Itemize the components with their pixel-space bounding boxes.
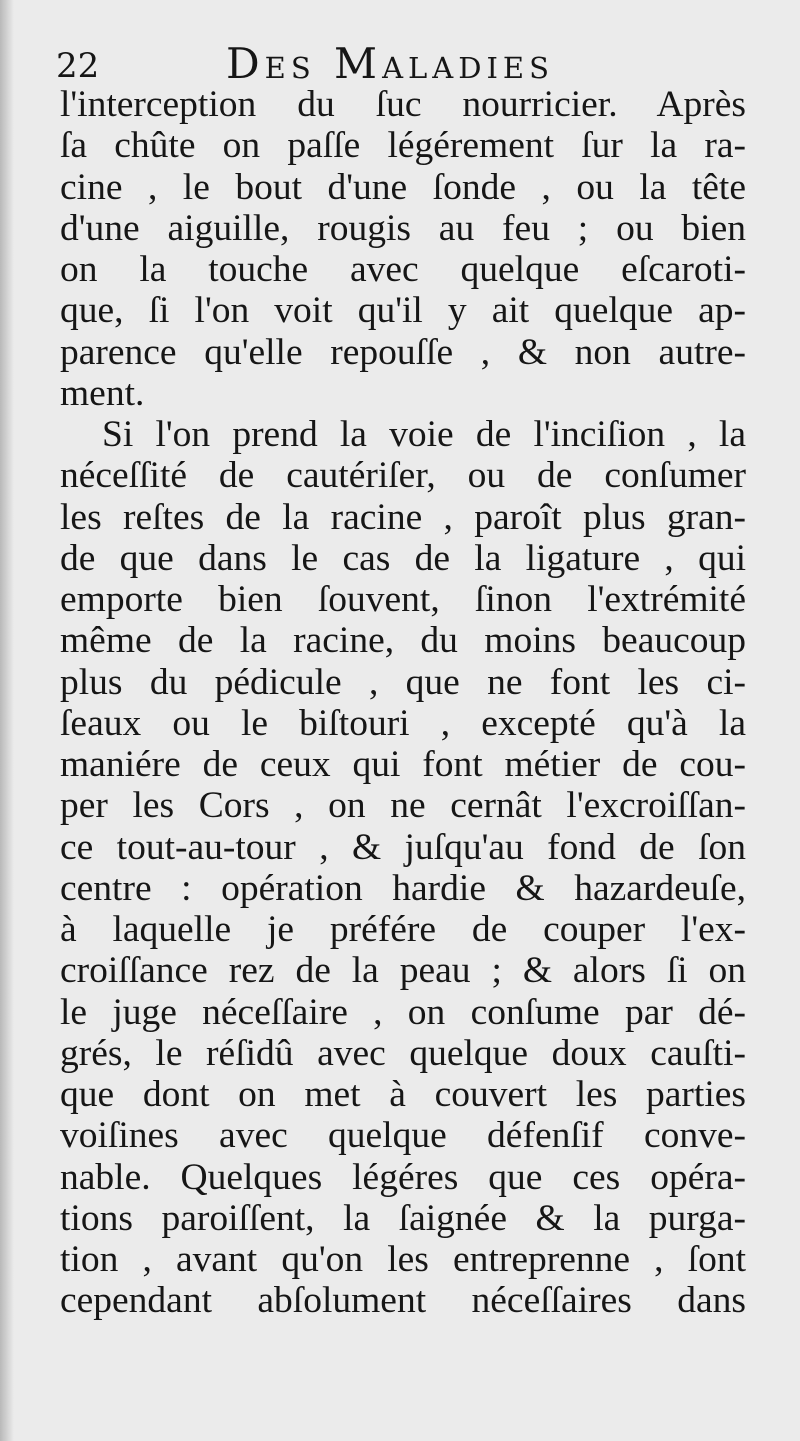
text-line: croiſſance rez de la peau ; & alors ſi on [60, 950, 746, 992]
text-line: on la touche avec quelque eſcaroti- [60, 249, 746, 290]
text-line: maniére de ceux qui font métier de cou- [60, 744, 746, 785]
text-line: per les Cors , on ne cernât l'excroiſſan- [60, 785, 746, 827]
text-line: d'une aiguille, rougis au feu ; ou bien [60, 207, 746, 249]
text-line: tion , avant qu'on les entreprenne , ſont [60, 1239, 746, 1280]
text-line: que, ſi l'on voit qu'il y ait quelque ap- [60, 290, 746, 332]
text-line: tions paroiſſent, la ſaignée & la purga- [60, 1197, 746, 1239]
body-text [60, 84, 746, 1322]
text-line: que dont on met à couvert les parties [60, 1074, 746, 1115]
text-line: néceſſité de cautériſer, ou de conſumer [60, 455, 746, 497]
text-line: emporte bien ſouvent, ſinon l'extrémité [60, 579, 746, 620]
running-head: Des Maladies [226, 39, 554, 88]
text-line: cependant abſolument néceſſaires dans [60, 1280, 746, 1322]
text-line: ſa chûte on paſſe légérement ſur la ra- [60, 125, 746, 167]
text-line: grés, le réſidû avec quelque doux cauſti- [60, 1032, 746, 1074]
text-line: cine , le bout d'une ſonde , ou la tête [60, 166, 746, 208]
paragraph-start-line: Si l'on prend la voie de l'inciſion , la [102, 414, 746, 455]
text-line: plus du pédicule , que ne font les ci- [60, 661, 746, 703]
text-line: ſeaux ou le biſtouri , excepté qu'à la [60, 702, 746, 744]
paragraph-end-line: ment. [60, 372, 145, 414]
text-line: nable. Quelques légéres que ces opéra- [60, 1156, 746, 1198]
page-gutter-shadow [0, 0, 14, 1441]
page-number: 22 [56, 46, 100, 86]
text-line: même de la racine, du moins beaucoup [60, 620, 746, 662]
text-line: voiſines avec quelque défenſif conve- [60, 1115, 746, 1157]
text-line: les reſtes de la racine , paroît plus gran- [60, 496, 746, 538]
text-line: l'interception du ſuc nourricier. Après [60, 84, 746, 125]
text-line: parence qu'elle repouſſe , & non autre- [60, 331, 746, 373]
text-line: de que dans le cas de la ligature , qui [60, 537, 746, 579]
text-line: centre : opération hardie & hazardeuſe, [60, 867, 746, 909]
text-line: à laquelle je préfére de couper l'ex- [60, 909, 746, 950]
text-line: le juge néceſſaire , on conſume par dé- [60, 991, 746, 1033]
text-line: ce tout-au-tour , & juſqu'au fond de ſon [60, 826, 746, 868]
